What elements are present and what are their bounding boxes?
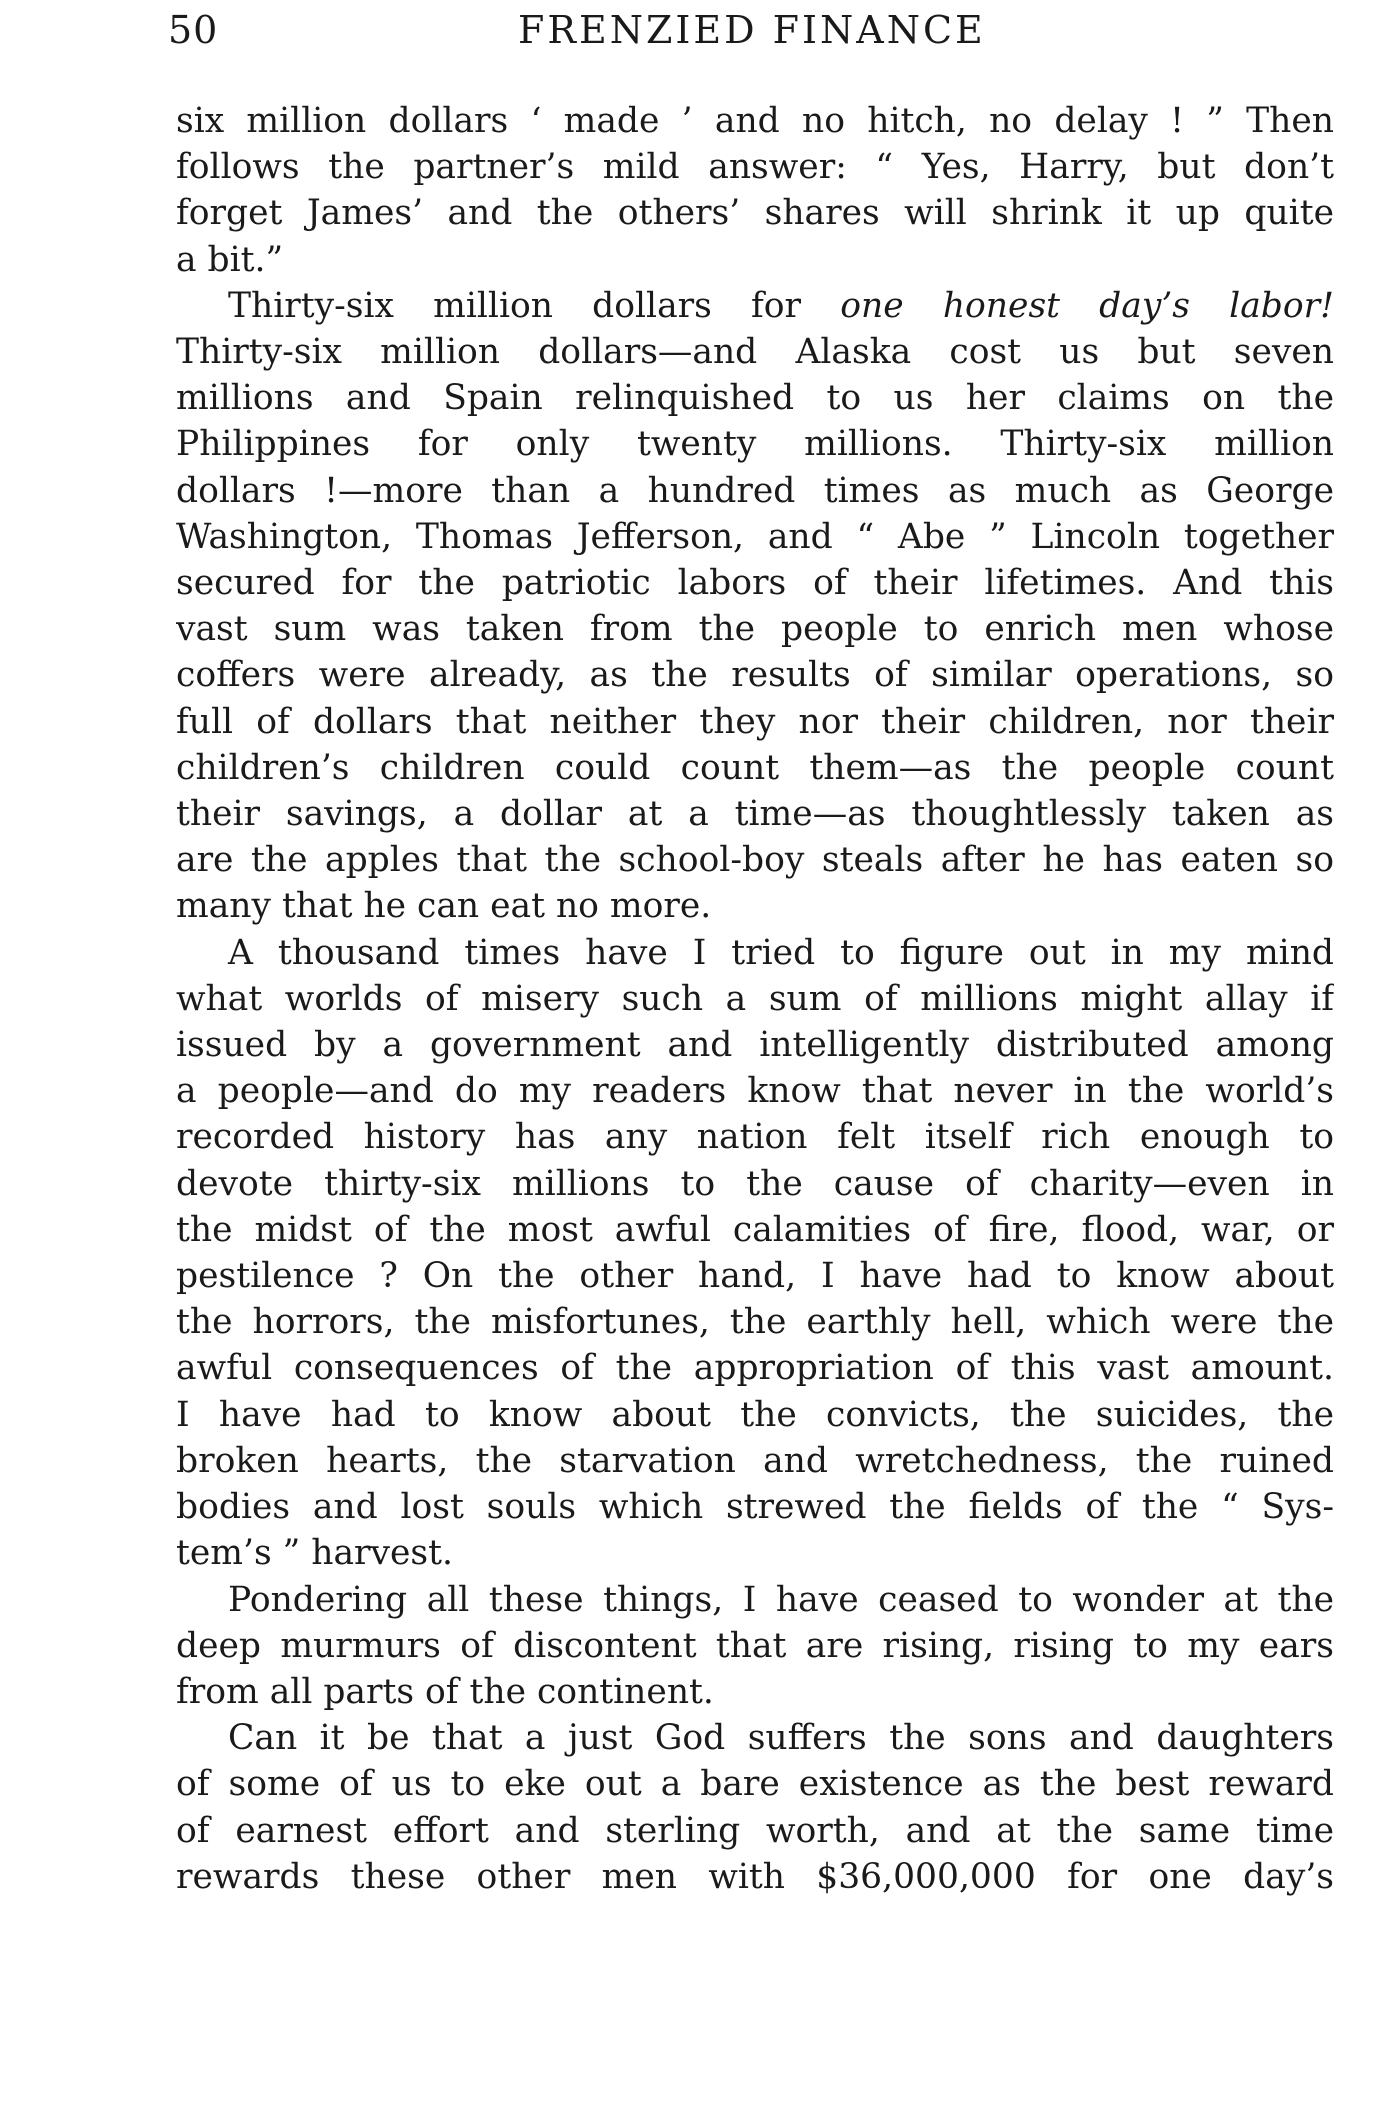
text-line: many that he can eat no more. xyxy=(176,886,712,927)
text-line: of earnest effort and sterling worth, and at the same time xyxy=(176,1810,1334,1851)
text-line: devote thirty-six millions to the cause of charity—even in xyxy=(176,1163,1334,1204)
text-line: broken hearts, the starvation and wretchedness, the ruined xyxy=(176,1440,1334,1481)
text-line: a people—and do my readers know that never in the world’s xyxy=(176,1071,1334,1112)
text-line: full of dollars that neither they nor their children, nor their xyxy=(176,701,1334,742)
text-line-plain: Thirty-six million dollars for xyxy=(228,285,841,326)
text-line: tem’s ” harvest. xyxy=(176,1533,453,1574)
text-line: deep murmurs of discontent that are rising, rising to my ears xyxy=(176,1625,1334,1666)
text-line: are the apples that the school-boy steals after he has eaten so xyxy=(176,840,1334,881)
text-line: Can it be that a just God suffers the sons and daughters xyxy=(228,1718,1334,1759)
text-line: Thirty-six million dollars—and Alaska cost us but seven xyxy=(176,332,1334,373)
text-line: A thousand times have I tried to figure out in my mind xyxy=(228,932,1334,973)
text-line: what worlds of misery such a sum of millions might allay if xyxy=(176,978,1334,1019)
text-line: I have had to know about the convicts, the suicides, the xyxy=(176,1394,1334,1435)
text-line: dollars !—more than a hundred times as much as George xyxy=(176,470,1334,511)
text-line: a bit.” xyxy=(176,239,284,280)
text-line: pestilence ? On the other hand, I have had to know about xyxy=(176,1256,1334,1297)
text-line: Philippines for only twenty millions. Thirty-six million xyxy=(176,424,1334,465)
text-line: the horrors, the misfortunes, the earthly hell, which were the xyxy=(176,1302,1334,1343)
text-line: rewards these other men with $36,000,000 for one day’s xyxy=(176,1856,1334,1897)
text-line xyxy=(176,283,1334,329)
text-line: millions and Spain relinquished to us her claims on the xyxy=(176,378,1334,419)
text-line: the midst of the most awful calamities of fire, flood, war, or xyxy=(176,1209,1334,1250)
text-line: children’s children could count them—as the people count xyxy=(176,747,1334,788)
text-line: awful consequences of the appropriation of this vast amount. xyxy=(176,1348,1334,1389)
text-line: their savings, a dollar at a time—as thoughtlessly taken as xyxy=(176,794,1334,835)
running-head xyxy=(168,8,1332,58)
text-line: vast sum was taken from the people to enrich men whose xyxy=(176,609,1334,650)
text-line: Pondering all these things, I have ceased to wonder at the xyxy=(228,1579,1334,1620)
text-line: from all parts of the continent. xyxy=(176,1671,714,1712)
text-line: follows the partner’s mild answer: “ Yes, Harry, but don’t xyxy=(176,147,1334,188)
text-line: of some of us to eke out a bare existence as the best reward xyxy=(176,1764,1334,1805)
running-title: FRENZIED FINANCE xyxy=(518,8,986,52)
text-line: forget James’ and the others’ shares will shrink it up quite xyxy=(176,193,1334,234)
text-line: coffers were already, as the results of similar operations, so xyxy=(176,655,1334,696)
text-line: secured for the patriotic labors of their lifetimes. And this xyxy=(176,563,1334,604)
body-text xyxy=(176,98,1334,1900)
text-line: six million dollars ‘ made ’ and no hitch, no delay ! ” Then xyxy=(176,101,1334,141)
text-line: issued by a government and intelligently distributed among xyxy=(176,1025,1334,1066)
text-line: Washington, Thomas Jefferson, and “ Abe ” Lincoln together xyxy=(176,516,1334,557)
page-number: 50 xyxy=(168,8,219,52)
text-line: bodies and lost souls which strewed the fields of the “ Sys- xyxy=(176,1487,1334,1528)
text-line: recorded history has any nation felt itself rich enough to xyxy=(176,1117,1334,1158)
text-line-italic: one honest day’s labor! xyxy=(840,285,1334,326)
